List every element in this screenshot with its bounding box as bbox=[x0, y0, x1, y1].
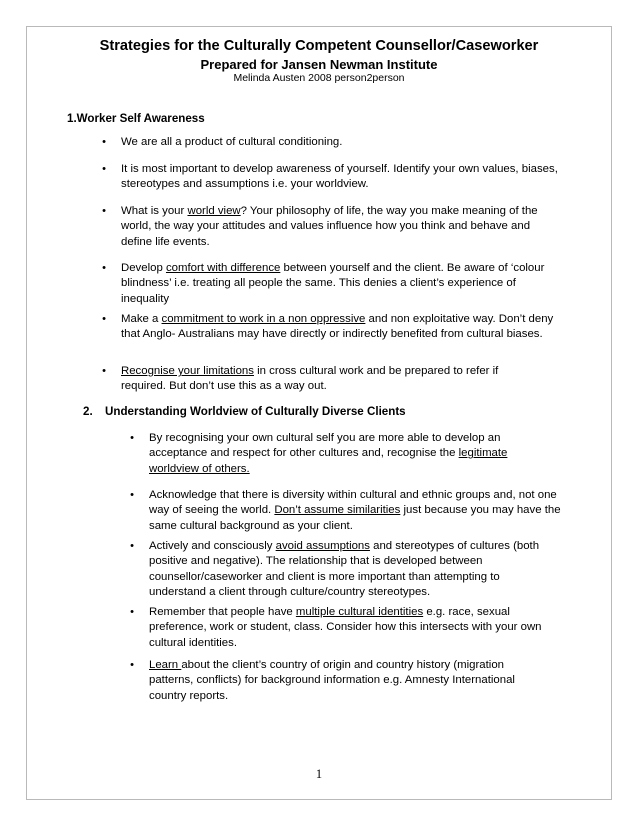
section2-number: 2. bbox=[83, 405, 93, 418]
bullet-icon: • bbox=[102, 313, 106, 325]
underlined-term: commitment to work in a non oppressive bbox=[161, 313, 366, 325]
underlined-term: Recognise your limitations bbox=[121, 365, 254, 377]
bullet-icon: • bbox=[130, 606, 134, 618]
list-item bbox=[102, 135, 561, 150]
underlined-term: Learn bbox=[149, 659, 182, 671]
list-item-text: Remember that people have multiple cultural identities e.g. race, sexual preference, work or student, class. Consider how this intersects with your own cultural identities. bbox=[149, 606, 542, 649]
list-item-text: What is your world view? Your philosophy of life, the way you make meaning of the world, the way your attitudes and values influence how you think and behave and define life events. bbox=[121, 205, 538, 248]
underlined-term: legitimate worldview of others. bbox=[149, 447, 508, 475]
author-line: Melinda Austen 2008 person2person bbox=[233, 72, 405, 84]
underlined-term: avoid assumptions bbox=[275, 540, 370, 552]
list-item bbox=[102, 364, 541, 395]
list-item-text: By recognising your own cultural self you are more able to develop an acceptance and respect for other cultures and, recognise the legitimate worldview of others. bbox=[149, 432, 508, 475]
list-item bbox=[102, 312, 563, 343]
document-title: Strategies for the Culturally Competent Counsellor/Caseworker bbox=[99, 38, 539, 54]
list-item bbox=[130, 658, 549, 704]
bullet-icon: • bbox=[102, 205, 106, 217]
list-item bbox=[130, 431, 554, 477]
bullet-icon: • bbox=[130, 659, 134, 671]
list-item-text: Make a commitment to work in a non oppressive and non exploitative way. Don’t deny that Anglo- Australians may have directly or indirectly benefited from cultural biases. bbox=[121, 313, 554, 341]
list-item bbox=[102, 204, 559, 250]
list-item-text: We are all a product of cultural conditioning. bbox=[121, 136, 343, 148]
bullet-icon: • bbox=[102, 163, 106, 175]
list-item bbox=[102, 261, 561, 307]
list-item bbox=[130, 488, 561, 534]
document-subtitle: Prepared for Jansen Newman Institute bbox=[200, 57, 438, 72]
list-item-text: Develop comfort with difference between yourself and the client. Be aware of ‘colour blindness’ i.e. treating all people the same. This denies a client’s experience of inequality bbox=[121, 262, 545, 305]
bullet-icon: • bbox=[102, 365, 106, 377]
bullet-icon: • bbox=[130, 489, 134, 501]
bullet-icon: • bbox=[102, 262, 106, 274]
underlined-term: comfort with difference bbox=[165, 262, 281, 274]
list-item-text: Actively and consciously avoid assumptions and stereotypes of cultures (both positive and negative). The relationship that is developed between counsellor/caseworker and client is more important than attempting to understand a client through culture/country stereotypes. bbox=[149, 540, 540, 598]
list-item bbox=[102, 162, 566, 193]
bullet-icon: • bbox=[130, 540, 134, 552]
list-item-text: Learn about the client’s country of origin and country history (migration patterns, conflicts) for background information e.g. Amnesty International country reports. bbox=[149, 659, 515, 702]
document-page bbox=[26, 26, 612, 800]
list-item-text: Recognise your limitations in cross cultural work and be prepared to refer if required. But don’t use this as a way out. bbox=[121, 365, 499, 393]
section1-heading: 1.Worker Self Awareness bbox=[67, 112, 205, 125]
underlined-term: multiple cultural identities bbox=[295, 606, 424, 618]
list-item-text: Acknowledge that there is diversity within cultural and ethnic groups and, not one way of seeing the world. Don’t assume similarities just because you may have the same cultural background as your client. bbox=[149, 489, 561, 532]
bullet-icon: • bbox=[130, 432, 134, 444]
underlined-term: world view bbox=[187, 205, 241, 217]
bullet-icon: • bbox=[102, 136, 106, 148]
list-item bbox=[130, 539, 549, 600]
section2-heading: Understanding Worldview of Culturally Diverse Clients bbox=[105, 405, 406, 418]
list-item-text: It is most important to develop awareness of yourself. Identify your own values, biases, stereotypes and assumptions i.e. your worldview. bbox=[121, 163, 558, 191]
list-item bbox=[130, 605, 554, 651]
page-number: 1 bbox=[315, 767, 323, 781]
underlined-term: Don’t assume similarities bbox=[274, 504, 401, 517]
